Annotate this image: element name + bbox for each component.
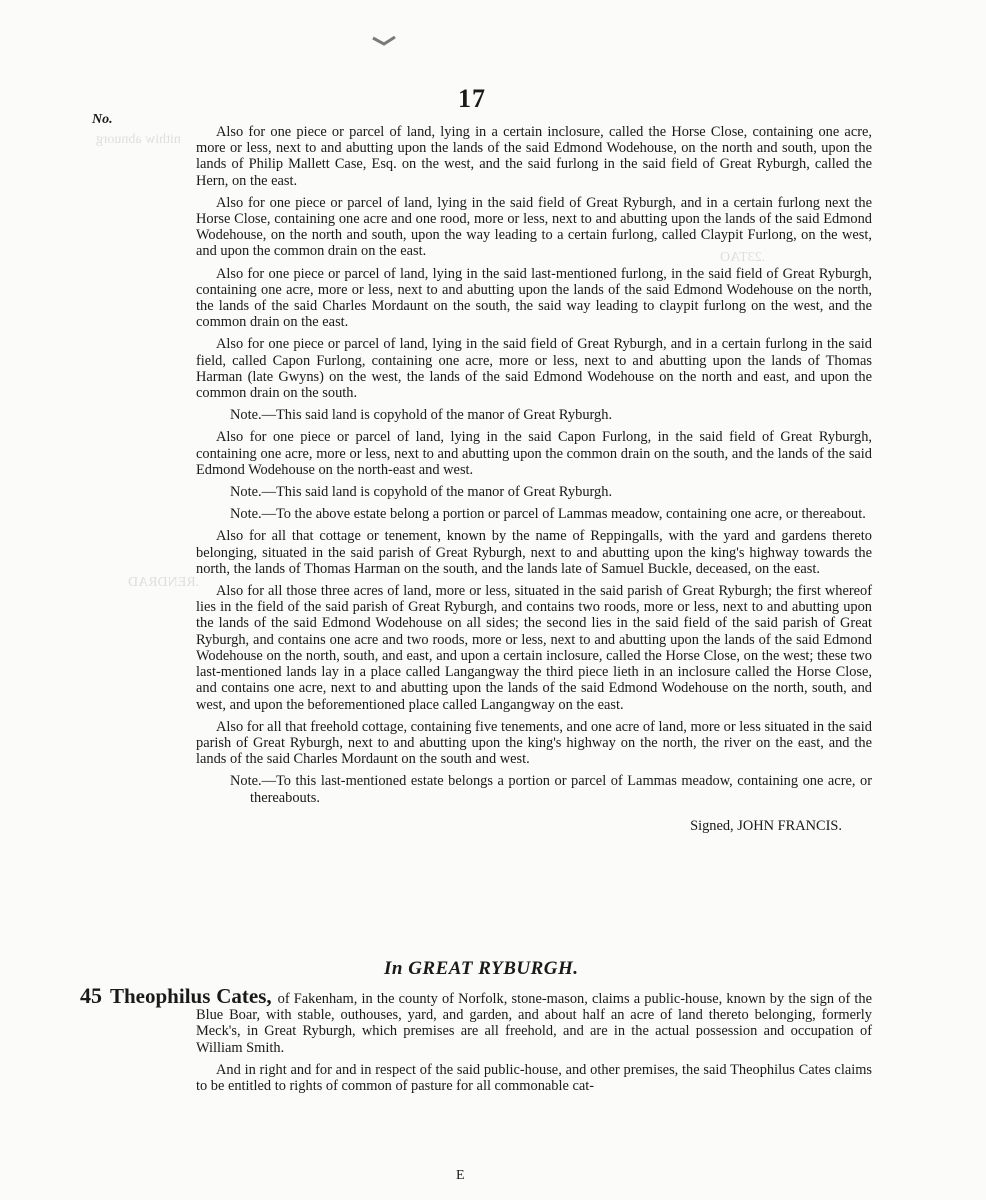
paragraph-last-mentioned-furlong: Also for one piece or parcel of land, lying in the said last-mentioned furlong, in the said field of Great Ryburgh, containing one acre, more or less, next to and abutting upon the lands of the said Edmond Wodehouse on the north, the lands of the said Charles Mordaunt on the south, the said way leading to claypit furlong on the west, and the common drain on the east.: [196, 265, 872, 331]
claim-number: 45: [80, 983, 102, 1008]
claim-continuation: And in right and for and in respect of the said public-house, and other premises, the said Theophilus Cates claims to be entitled to rights of common of pasture for all commonable cat-: [196, 1061, 872, 1095]
claimant-name: Theophilus Cates,: [110, 984, 272, 1008]
signature-mark: E: [456, 1168, 465, 1183]
document-body: [196, 124, 872, 835]
section-heading: In GREAT RYBURGH.: [384, 958, 579, 979]
claim-header: [80, 983, 872, 1056]
signature: Signed, JOHN FRANCIS.: [690, 817, 842, 834]
note-lammas-meadow: Note.—To the above estate belong a portion or parcel of Lammas meadow, containing one acre, or thereabout.: [230, 506, 866, 523]
ink-mark-icon: [372, 36, 396, 46]
paragraph-horse-close: Also for one piece or parcel of land, lying in a certain inclosure, called the Horse Close, containing one acre, more or less, next to and abutting upon the lands of the said Edmond Wodehouse, on the north and south, upon the lands of Philip Mallett Case, Esq. on the west, and the said furlong in the said field of Great Ryburgh, called the Hern, on the east.: [196, 124, 872, 189]
paragraph-freehold-cottage: Also for all that freehold cottage, containing five tenements, and one acre of land, more or less situated in the said parish of Great Ryburgh, next to and abutting upon the king's highway on the north, the river on the east, and the lands of the said Charles Mordaunt on the south and west.: [196, 718, 872, 768]
number-column-label: No.: [92, 112, 113, 127]
note-lammas-meadow: Note.—To this last-mentioned estate belongs a portion or parcel of Lammas meadow, containing one acre, or thereabouts.: [230, 773, 872, 806]
bleed-through-text: .RENDRAD: [128, 575, 200, 590]
paragraph-reppingalls: Also for all that cottage or tenement, known by the name of Reppingalls, with the yard and gardens thereto belonging, situated in the said parish of Great Ryburgh, next to and abutting upon the king's highway towards the north, the lands of Thomas Harman on the south, and the lands late of Samuel Buckle, deceased, on the east.: [196, 528, 872, 577]
note-copyhold: Note.—This said land is copyhold of the manor of Great Ryburgh.: [230, 407, 613, 424]
paragraph-three-acres: Also for all those three acres of land, more or less, situated in the said parish of Great Ryburgh; the first whereof lies in the field of the said parish of Great Ryburgh, and contains two roods, more or less, next to and abutting upon the lands of the said Edmond Wodehouse on all sides; the second lies in the said field of the said parish of Great Ryburgh, and contains one acre and two roods, more or less, next to and abutting upon the lands of the said Edmond Wodehouse on the north, south, and east, and upon a certain inclosure, called the Horse Close, on the west; these two last-mentioned lands lay in a place called Langangway the third piece lieth in an inclosure called the Horse Close, and contains one acre, next to and abutting upon the lands of the said Edmond Wodehouse on the north, south, and west, and upon the beforementioned place called Langangway on the east.: [196, 583, 872, 713]
note-copyhold: Note.—This said land is copyhold of the manor of Great Ryburgh.: [230, 484, 613, 501]
bleed-through-text: nithiw abnuorg: [96, 132, 181, 147]
paragraph-capon-furlong-second: Also for one piece or parcel of land, lying in the said Capon Furlong, in the said field of Great Ryburgh, containing one acre, more or less, next to and abutting upon the common drain on the south, and the lands of the said Edmond Wodehouse on the north-east and west.: [196, 429, 872, 478]
paragraph-furlong-horse-close: Also for one piece or parcel of land, lying in the said field of Great Ryburgh, and in a certain furlong next the Horse Close, containing one acre and one rood, more or less, next to and abutting upon the lands of the said Edmond Wodehouse, on the north and south, upon the way leading to a certain furlong, called Claypit Furlong, on the west, and upon the common drain on the east.: [196, 194, 872, 260]
claim-entry: [80, 983, 872, 1095]
page-number: 17: [458, 84, 486, 113]
bleed-through-text: .23TAO: [720, 250, 766, 265]
claim-text: of Fakenham, in the county of Norfolk, stone-mason, claims a public-house, known by the sign of the Blue Boar, with stable, outhouses, yard, and garden, and about half an acre of land thereto belonging, formerly Meck's, in Great Ryburgh, which premises are all freehold, and are in the actual possession and occupation of William Smith.: [196, 991, 872, 1056]
paragraph-capon-furlong: Also for one piece or parcel of land, lying in the said field of Great Ryburgh, and in a certain furlong in the said field, called Capon Furlong, containing one acre, more or less, next to and abutting upon the lands of Thomas Harman (late Gwyns) on the west, the lands of the said Edmond Wodehouse on the north and east, and upon the common drain on the south.: [196, 336, 872, 402]
